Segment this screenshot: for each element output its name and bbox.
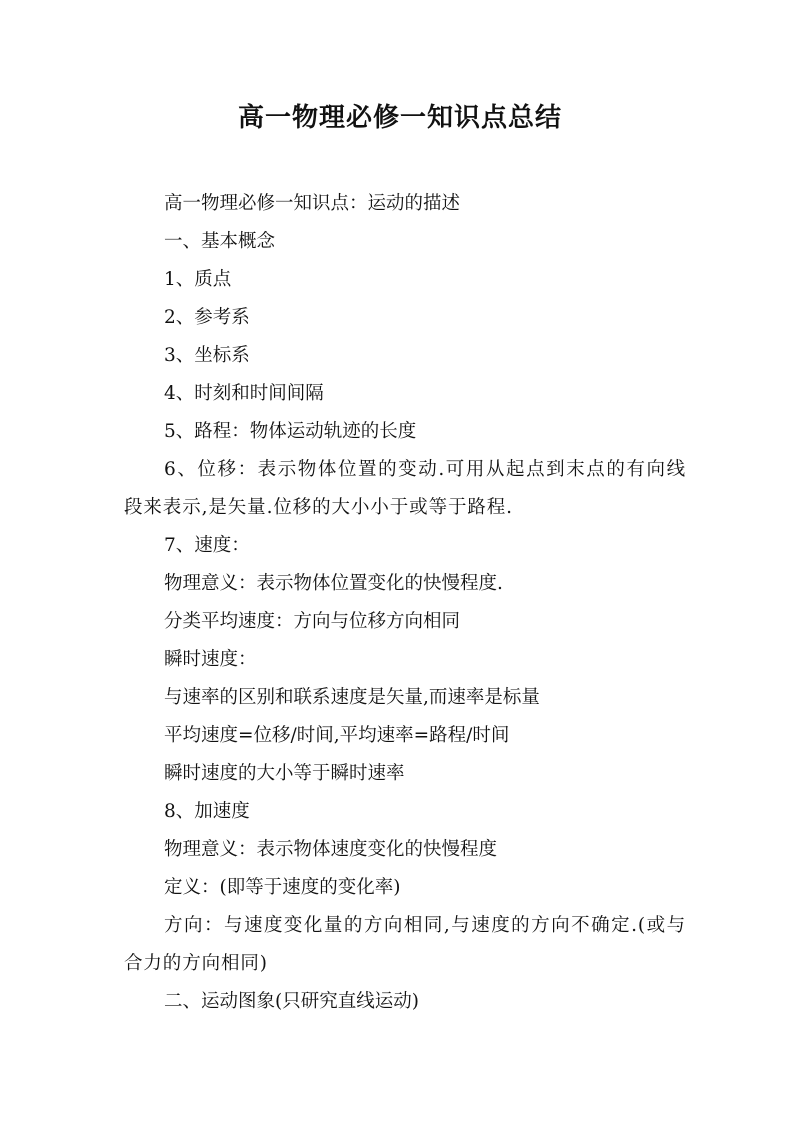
paragraph: 方向：与速度变化量的方向相同,与速度的方向不确定.(或与合力的方向相同) (124, 915, 686, 974)
paragraph: 定义：(即等于速度的变化率) (164, 877, 401, 898)
paragraph: 二、运动图象(只研究直线运动) (164, 991, 419, 1012)
paragraph: 4、时刻和时间间隔 (164, 383, 324, 404)
paragraph: 1、质点 (164, 269, 232, 290)
paragraph: 5、路程：物体运动轨迹的长度 (164, 421, 417, 442)
paragraph: 高一物理必修一知识点：运动的描述 (164, 193, 461, 214)
paragraph: 与速率的区别和联系速度是矢量,而速率是标量 (164, 687, 540, 708)
paragraph: 物理意义：表示物体速度变化的快慢程度 (164, 839, 498, 860)
paragraph: 瞬时速度的大小等于瞬时速率 (164, 763, 405, 784)
paragraph: 6、位移：表示物体位置的变动.可用从起点到末点的有向线段来表示,是矢量.位移的大小小于或等于路程. (124, 459, 686, 518)
paragraph: 2、参考系 (164, 307, 250, 328)
paragraph: 瞬时速度： (164, 649, 257, 670)
paragraph: 物理意义：表示物体位置变化的快慢程度. (164, 573, 503, 594)
document-title: 高一物理必修一知识点总结 (237, 103, 562, 133)
paragraph: 分类平均速度：方向与位移方向相同 (164, 611, 461, 632)
paragraph: 平均速度=位移/时间,平均速率=路程/时间 (164, 725, 510, 746)
paragraph: 7、速度： (164, 535, 250, 556)
paragraph: 一、基本概念 (164, 231, 276, 252)
paragraph: 3、坐标系 (164, 345, 250, 366)
paragraph: 8、加速度 (164, 801, 250, 822)
document-body (124, 185, 686, 1021)
